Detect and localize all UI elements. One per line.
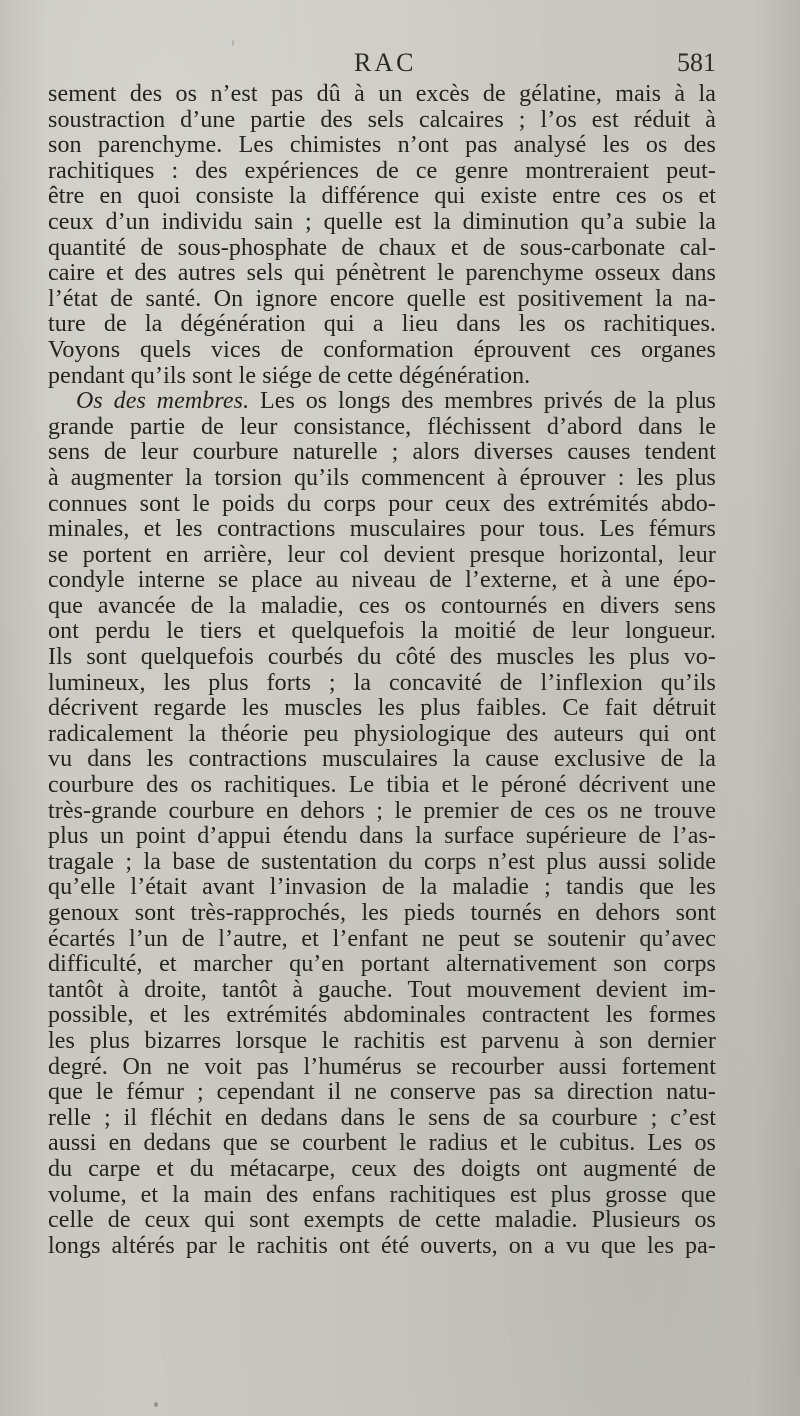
text-line: écartés l’un de l’autre, et l’enfant ne peut se soutenir qu’avec [48,925,716,952]
text-line: celle de ceux qui sont exempts de cette maladie. Plusieurs os [48,1207,716,1234]
paragraph-first-line-text: Les os longs des membres privés de la plus [260,388,717,415]
text-line: quantité de sous-phosphate de chaux et de sous-carbonate cal- [48,234,716,261]
text-line: genoux sont très-rapprochés, les pieds tournés en dehors sont [48,900,716,926]
text-line: pendant qu’ils sont le siége de cette dégénération. [48,362,531,389]
text-line: rachitiques : des expériences de ce genre montreraient peut- [48,157,716,184]
text-line: minales, et les contractions musculaires pour tous. Les fémurs [48,516,716,543]
running-title: RAC [354,48,417,77]
text-line: ceux d’un individu sain ; quelle est la diminution qu’a subie la [48,208,716,235]
text-line: du carpe et du métacarpe, ceux des doigts ont augmenté de [48,1155,716,1182]
text-line: aussi en dedans que se courbent le radius et le cubitus. Les os [48,1130,716,1157]
text-line: radicalement la théorie peu physiologique des auteurs qui ont [48,720,716,747]
text-line: grande partie de leur consistance, fléchissent d’abord dans le [48,413,716,440]
text-line: difficulté, et marcher qu’en portant alternativement son corps [48,951,716,978]
text-line: vu dans les contractions musculaires la cause exclusive de la [48,746,716,773]
text-line: son parenchyme. Les chimistes n’ont pas analysé les os des [48,132,716,159]
text-line: les plus bizarres lorsque le rachitis est parvenu à son dernier [48,1027,716,1054]
page-number: 581 [677,48,716,77]
text-line: que avancée de la maladie, ces os contournés en divers sens [48,592,716,619]
text-line: degré. On ne voit pas l’humérus se recourber aussi fortement [48,1053,716,1080]
text-line: Voyons quels vices de conformation éprouvent ces organes [48,336,716,363]
text-line: relle ; il fléchit en dedans dans le sens de sa courbure ; c’est [48,1104,716,1131]
paper-speck [154,1402,158,1407]
text-line: à augmenter la torsion qu’ils commencent à éprouver : les plus [48,464,716,491]
text-line: se portent en arrière, leur col devient presque horizontal, leur [48,541,716,568]
text-line: possible, et les extrémités abdominales contractent les formes [48,1002,716,1029]
page-header [48,48,716,82]
text-line: lumineux, les plus forts ; la concavité de l’inflexion qu’ils [48,669,716,696]
text-line: tragale ; la base de sustentation du corps n’est plus aussi solide [48,848,716,875]
text-line: sens de leur courbure naturelle ; alors diverses causes tendent [48,439,716,466]
paragraph-first-line [48,389,716,415]
text-line: tantôt à droite, tantôt à gauche. Tout mouvement devient im- [48,976,716,1003]
text-line: connues sont le poids du corps pour ceux des extrémités abdo- [48,490,716,517]
text-line: volume, et la main des enfans rachitiques est plus grosse que [48,1181,716,1208]
text-line: être en quoi consiste la différence qui existe entre ces os et [48,183,716,210]
paper-speck [232,40,234,46]
text-line: courbure des os rachitiques. Le tibia et le péroné décrivent une [48,772,716,799]
text-line: condyle interne se place au niveau de l’externe, et à une épo- [48,567,716,594]
text-line: sement des os n’est pas dû à un excès de gélatine, mais à la [48,81,716,107]
section-heading: Os des membres. [76,388,250,415]
text-line: décrivent regarde les muscles les plus faibles. Ce fait détruit [48,695,716,722]
text-line: ont perdu le tiers et quelquefois la moitié de leur longueur. [48,618,716,645]
text-line: plus un point d’appui étendu dans la surface supérieure de l’as- [48,823,716,850]
body-text [48,82,716,1259]
text-line: longs altérés par le rachitis ont été ouverts, on a vu que les pa- [48,1232,716,1259]
text-line: que le fémur ; cependant il ne conserve pas sa direction natu- [48,1079,716,1106]
text-line: Ils sont quelquefois courbés du côté des muscles les plus vo- [48,644,716,671]
text-line: soustraction d’une partie des sels calcaires ; l’os est réduit à [48,106,716,133]
text-line: ture de la dégénération qui a lieu dans les os rachitiques. [48,311,716,338]
text-line: caire et des autres sels qui pénètrent le parenchyme osseux dans [48,260,716,287]
text-line: très-grande courbure en dehors ; le premier de ces os ne trouve [48,797,716,824]
text-line: l’état de santé. On ignore encore quelle est positivement la na- [48,285,716,312]
text-line: qu’elle l’était avant l’invasion de la maladie ; tandis que les [48,874,716,901]
